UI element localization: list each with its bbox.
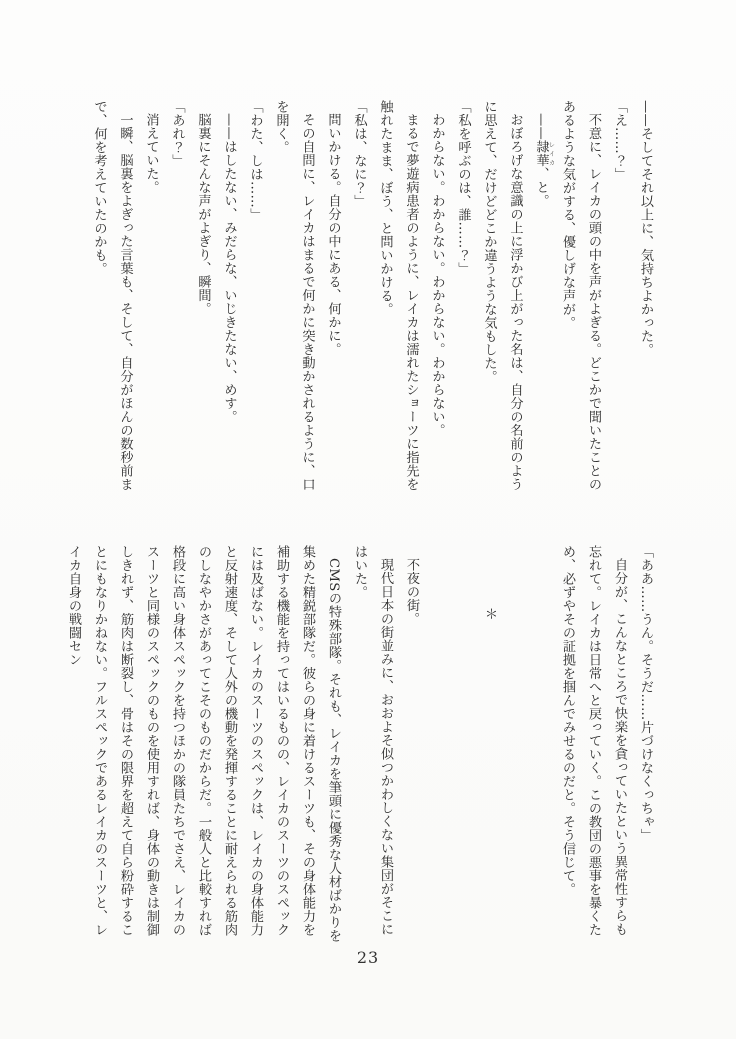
paragraph: 「ああ……うん。そうだ……片づけなくっちゃ」: [638, 545, 653, 842]
paragraph: 脳裏にそんな声がよぎり、瞬間。: [195, 113, 211, 316]
paragraph: 「あれ？」: [169, 100, 185, 168]
page-number: 23: [356, 948, 380, 967]
paragraph: 「え……？」: [612, 100, 627, 181]
paragraph: 消えていた。: [143, 113, 159, 195]
paragraph: 問いかける。自分の中にある、何かに。: [325, 113, 341, 357]
paragraph: 不夜の街。: [404, 558, 419, 626]
paragraph: おぼろげな意識の上に浮かび上がった名は、自分の名前のように思えて、だけどどこか違うような気もした。: [481, 100, 523, 492]
section-divider: ＊: [482, 607, 497, 621]
paragraph: 一瞬、脳裏をよぎった言葉も、そして、自分がほんの数秒前まで、何を考えていたのかも。: [91, 100, 133, 492]
paragraph: ——隷華 レイカ、と。: [533, 113, 555, 208]
paragraph: 「わた、しは……」: [247, 100, 263, 222]
paragraph: 不意に、レイカの頭の中を声がよぎる。どこかで聞いたことのあるような気がする、優しげな声が。: [560, 100, 601, 492]
paragraph: ——はしたない、みだらな、いじきたない、めす。: [221, 113, 237, 424]
text-block-bottom: [60, 545, 658, 945]
paragraph: わからない。わからない。わからない。わからない。: [429, 113, 445, 438]
paragraph: 「私は、なに？」: [351, 100, 367, 208]
paragraph: 現代日本の街並みに、おおよそ似つかわしくない集団がそこにはいた。: [352, 545, 393, 937]
paragraph: ——そしてそれ以上に、気持ちよかった。: [638, 100, 653, 357]
paragraph: 自分が、こんなところで快楽を貪っていたという異常性すらも忘れて。レイカは日常へと戻っていく。この教団の悪事を暴くため、必ずやその証拠を掴んでみせるのだと。そう信じて。: [560, 545, 627, 937]
paragraph: まるで夢遊病患者のように、レイカは濡れたショーツに指先を触れたまま、ぼう、と問いかける。: [377, 100, 419, 492]
furigana-ruby: 隷華 レイカ: [533, 140, 555, 168]
text-block-top: [86, 100, 659, 500]
paragraph: 「私を呼ぶのは、誰……？」: [455, 100, 471, 276]
paragraph: その自問に、レイカはまるで何かに突き動かされるように、口を開く。: [273, 100, 315, 492]
paragraph: CMSの特殊部隊。それも、レイカを筆頭に優秀な人材ばかりを集めた精鋭部隊だ。彼らの身に着けるスーツも、その身体能力を補助する機能を持ってはいるものの、レイカのスーツのスペックには及ばない。レイカのスーツのスペックは、レイカの身体能力と反射速度、そして人外の機動を発揮することに耐えられる筋肉のしなやかさがあってこそのものだからだ。一般人と比較すれば格段に高い身体スペックを持つほかの隊員たちでさえ、レイカのスーツと同様のスペックのものを使用すれば、身体の動きは制御しきれず、筋肉は断裂し、骨はその限界を超えて自ら粉砕することにもなりかねない。フルスペックであるレイカのスーツと、レイカ自身の戦闘セン: [66, 545, 341, 943]
